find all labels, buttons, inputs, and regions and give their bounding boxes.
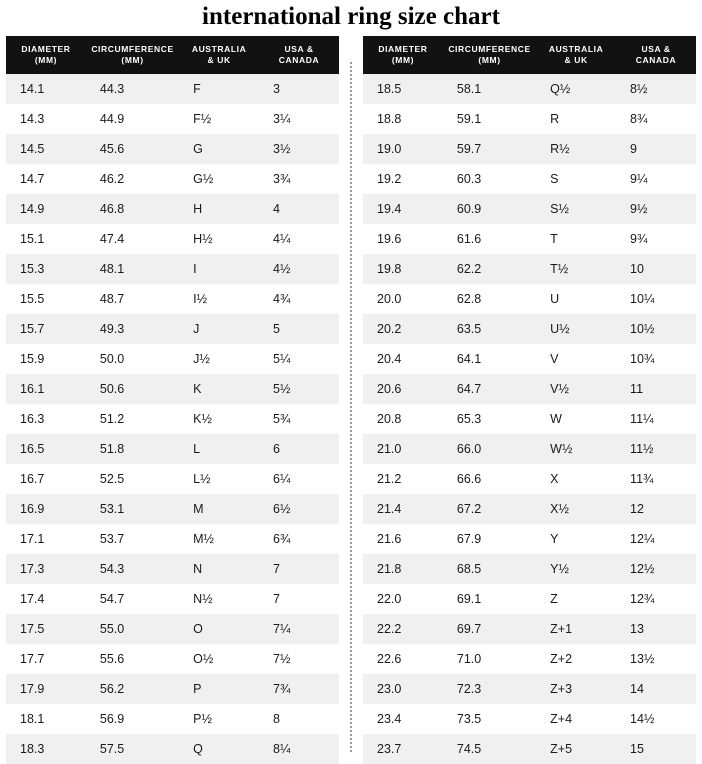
cell-diameter: 22.0	[363, 584, 443, 614]
table-row	[363, 704, 696, 734]
cell-australia-uk: Q½	[536, 74, 616, 104]
cell-usa-canada: 4¾	[259, 284, 339, 314]
cell-usa-canada: 12	[616, 494, 696, 524]
table-row	[363, 194, 696, 224]
cell-diameter: 19.0	[363, 134, 443, 164]
cell-usa-canada: 6	[259, 434, 339, 464]
cell-usa-canada: 9½	[616, 194, 696, 224]
cell-australia-uk: O	[179, 614, 259, 644]
cell-usa-canada: 8	[259, 704, 339, 734]
cell-usa-canada: 12½	[616, 554, 696, 584]
col-header-australia-line2: & UK	[564, 55, 588, 65]
cell-diameter: 23.7	[363, 734, 443, 764]
col-header-diameter-line1: DIAMETER	[378, 44, 428, 54]
table-row	[363, 644, 696, 674]
cell-diameter: 18.3	[6, 734, 86, 764]
cell-diameter: 23.0	[363, 674, 443, 704]
cell-usa-canada: 3¾	[259, 164, 339, 194]
table-row	[6, 674, 339, 704]
cell-diameter: 22.6	[363, 644, 443, 674]
cell-circumference: 63.5	[443, 314, 536, 344]
cell-diameter: 17.5	[6, 614, 86, 644]
col-header-usa-line2: CANADA	[278, 55, 320, 65]
table-row	[6, 104, 339, 134]
cell-circumference: 74.5	[443, 734, 536, 764]
cell-circumference: 67.9	[443, 524, 536, 554]
cell-circumference: 69.7	[443, 614, 536, 644]
col-header-australia-uk	[179, 36, 259, 74]
cell-circumference: 53.1	[86, 494, 179, 524]
cell-circumference: 50.6	[86, 374, 179, 404]
cell-australia-uk: G	[179, 134, 259, 164]
cell-australia-uk: H	[179, 194, 259, 224]
cell-diameter: 20.4	[363, 344, 443, 374]
cell-diameter: 17.1	[6, 524, 86, 554]
header-row	[363, 36, 696, 74]
cell-australia-uk: L	[179, 434, 259, 464]
table-row	[363, 374, 696, 404]
cell-usa-canada: 14	[616, 674, 696, 704]
cell-circumference: 54.7	[86, 584, 179, 614]
cell-australia-uk: X½	[536, 494, 616, 524]
divider-line	[350, 62, 352, 752]
cell-diameter: 17.3	[6, 554, 86, 584]
cell-diameter: 16.9	[6, 494, 86, 524]
cell-diameter: 16.5	[6, 434, 86, 464]
cell-australia-uk: F½	[179, 104, 259, 134]
cell-diameter: 20.0	[363, 284, 443, 314]
cell-australia-uk: H½	[179, 224, 259, 254]
cell-diameter: 16.3	[6, 404, 86, 434]
cell-circumference: 62.2	[443, 254, 536, 284]
cell-usa-canada: 10½	[616, 314, 696, 344]
cell-circumference: 49.3	[86, 314, 179, 344]
cell-usa-canada: 11	[616, 374, 696, 404]
cell-diameter: 17.4	[6, 584, 86, 614]
cell-usa-canada: 4½	[259, 254, 339, 284]
col-header-circumference-line1: CIRCUMFERENCE	[91, 44, 174, 54]
cell-australia-uk: X	[536, 464, 616, 494]
right-table-wrapper	[363, 36, 696, 764]
cell-usa-canada: 3½	[259, 134, 339, 164]
cell-circumference: 59.1	[443, 104, 536, 134]
table-row	[363, 734, 696, 764]
table-row	[6, 524, 339, 554]
header-row	[6, 36, 339, 74]
table-row	[6, 434, 339, 464]
cell-usa-canada: 7¼	[259, 614, 339, 644]
cell-australia-uk: U½	[536, 314, 616, 344]
table-row	[363, 614, 696, 644]
table-row	[363, 464, 696, 494]
cell-circumference: 60.3	[443, 164, 536, 194]
cell-australia-uk: T½	[536, 254, 616, 284]
cell-australia-uk: N	[179, 554, 259, 584]
table-row	[363, 164, 696, 194]
cell-diameter: 15.5	[6, 284, 86, 314]
cell-circumference: 50.0	[86, 344, 179, 374]
cell-diameter: 20.6	[363, 374, 443, 404]
table-row	[363, 104, 696, 134]
cell-circumference: 62.8	[443, 284, 536, 314]
cell-usa-canada: 11¾	[616, 464, 696, 494]
table-row	[6, 344, 339, 374]
cell-diameter: 19.2	[363, 164, 443, 194]
col-header-diameter-line2: (MM)	[391, 55, 415, 65]
col-header-circumference-line2: (MM)	[121, 55, 144, 65]
cell-australia-uk: M½	[179, 524, 259, 554]
cell-diameter: 22.2	[363, 614, 443, 644]
cell-diameter: 19.8	[363, 254, 443, 284]
cell-circumference: 66.0	[443, 434, 536, 464]
cell-diameter: 15.3	[6, 254, 86, 284]
cell-australia-uk: J½	[179, 344, 259, 374]
cell-diameter: 14.3	[6, 104, 86, 134]
right-table-body	[363, 74, 696, 764]
col-header-circumference-line2: (MM)	[478, 55, 501, 65]
cell-diameter: 16.1	[6, 374, 86, 404]
cell-diameter: 21.6	[363, 524, 443, 554]
cell-diameter: 21.4	[363, 494, 443, 524]
cell-circumference: 51.2	[86, 404, 179, 434]
cell-australia-uk: W	[536, 404, 616, 434]
cell-usa-canada: 11½	[616, 434, 696, 464]
table-row	[363, 494, 696, 524]
cell-circumference: 46.2	[86, 164, 179, 194]
cell-usa-canada: 7	[259, 584, 339, 614]
col-header-usa-line1: USA &	[641, 44, 671, 54]
cell-circumference: 54.3	[86, 554, 179, 584]
table-row	[363, 284, 696, 314]
cell-australia-uk: Z+3	[536, 674, 616, 704]
right-size-table	[363, 36, 696, 764]
vertical-dotted-divider	[345, 36, 357, 764]
cell-usa-canada: 7	[259, 554, 339, 584]
cell-australia-uk: O½	[179, 644, 259, 674]
cell-usa-canada: 5½	[259, 374, 339, 404]
cell-australia-uk: Z	[536, 584, 616, 614]
cell-usa-canada: 5	[259, 314, 339, 344]
cell-circumference: 53.7	[86, 524, 179, 554]
cell-circumference: 64.1	[443, 344, 536, 374]
cell-australia-uk: K½	[179, 404, 259, 434]
col-header-diameter	[363, 36, 443, 74]
table-row	[6, 584, 339, 614]
cell-australia-uk: V	[536, 344, 616, 374]
cell-circumference: 44.3	[86, 74, 179, 104]
cell-usa-canada: 10	[616, 254, 696, 284]
cell-diameter: 18.8	[363, 104, 443, 134]
table-row	[6, 704, 339, 734]
cell-usa-canada: 8½	[616, 74, 696, 104]
cell-australia-uk: S½	[536, 194, 616, 224]
cell-usa-canada: 8¾	[616, 104, 696, 134]
cell-usa-canada: 6½	[259, 494, 339, 524]
cell-usa-canada: 4¼	[259, 224, 339, 254]
cell-usa-canada: 12¾	[616, 584, 696, 614]
cell-usa-canada: 9	[616, 134, 696, 164]
cell-circumference: 61.6	[443, 224, 536, 254]
col-header-circumference	[86, 36, 179, 74]
cell-usa-canada: 11¼	[616, 404, 696, 434]
cell-usa-canada: 4	[259, 194, 339, 224]
table-row	[363, 134, 696, 164]
left-size-table	[6, 36, 339, 764]
chart-tables	[0, 36, 702, 764]
table-row	[6, 404, 339, 434]
cell-diameter: 14.7	[6, 164, 86, 194]
table-row	[6, 494, 339, 524]
cell-usa-canada: 7½	[259, 644, 339, 674]
table-row	[6, 554, 339, 584]
cell-usa-canada: 9¾	[616, 224, 696, 254]
table-row	[363, 434, 696, 464]
cell-diameter: 15.7	[6, 314, 86, 344]
cell-usa-canada: 6¼	[259, 464, 339, 494]
cell-australia-uk: Y	[536, 524, 616, 554]
cell-circumference: 56.9	[86, 704, 179, 734]
cell-usa-canada: 3	[259, 74, 339, 104]
cell-usa-canada: 5¼	[259, 344, 339, 374]
table-row	[6, 224, 339, 254]
cell-diameter: 14.1	[6, 74, 86, 104]
cell-diameter: 23.4	[363, 704, 443, 734]
cell-usa-canada: 14½	[616, 704, 696, 734]
cell-circumference: 52.5	[86, 464, 179, 494]
left-table-body	[6, 74, 339, 764]
cell-diameter: 17.9	[6, 674, 86, 704]
table-row	[6, 74, 339, 104]
table-row	[6, 614, 339, 644]
cell-circumference: 58.1	[443, 74, 536, 104]
cell-circumference: 57.5	[86, 734, 179, 764]
table-row	[363, 254, 696, 284]
col-header-usa-canada	[259, 36, 339, 74]
cell-circumference: 73.5	[443, 704, 536, 734]
cell-circumference: 55.6	[86, 644, 179, 674]
cell-usa-canada: 15	[616, 734, 696, 764]
cell-australia-uk: N½	[179, 584, 259, 614]
cell-australia-uk: T	[536, 224, 616, 254]
cell-circumference: 55.0	[86, 614, 179, 644]
cell-australia-uk: L½	[179, 464, 259, 494]
cell-australia-uk: M	[179, 494, 259, 524]
cell-circumference: 66.6	[443, 464, 536, 494]
table-row	[6, 734, 339, 764]
table-row	[6, 284, 339, 314]
col-header-usa-line1: USA &	[284, 44, 314, 54]
cell-circumference: 60.9	[443, 194, 536, 224]
cell-usa-canada: 13½	[616, 644, 696, 674]
cell-usa-canada: 5¾	[259, 404, 339, 434]
cell-circumference: 47.4	[86, 224, 179, 254]
table-row	[6, 164, 339, 194]
table-row	[6, 134, 339, 164]
cell-circumference: 48.7	[86, 284, 179, 314]
col-header-australia-line1: AUSTRALIA	[548, 44, 604, 54]
table-row	[6, 314, 339, 344]
col-header-circumference	[443, 36, 536, 74]
table-row	[6, 374, 339, 404]
cell-usa-canada: 13	[616, 614, 696, 644]
cell-circumference: 72.3	[443, 674, 536, 704]
cell-australia-uk: P½	[179, 704, 259, 734]
cell-circumference: 45.6	[86, 134, 179, 164]
table-row	[363, 674, 696, 704]
table-row	[363, 554, 696, 584]
cell-australia-uk: Y½	[536, 554, 616, 584]
cell-australia-uk: P	[179, 674, 259, 704]
cell-diameter: 15.9	[6, 344, 86, 374]
cell-australia-uk: Z+2	[536, 644, 616, 674]
col-header-diameter	[6, 36, 86, 74]
table-row	[6, 644, 339, 674]
cell-circumference: 68.5	[443, 554, 536, 584]
table-row	[363, 584, 696, 614]
cell-circumference: 71.0	[443, 644, 536, 674]
cell-diameter: 15.1	[6, 224, 86, 254]
cell-diameter: 20.8	[363, 404, 443, 434]
cell-diameter: 14.5	[6, 134, 86, 164]
cell-circumference: 48.1	[86, 254, 179, 284]
cell-australia-uk: V½	[536, 374, 616, 404]
cell-diameter: 18.5	[363, 74, 443, 104]
cell-diameter: 20.2	[363, 314, 443, 344]
cell-circumference: 46.8	[86, 194, 179, 224]
table-row	[363, 524, 696, 554]
table-row	[6, 464, 339, 494]
cell-australia-uk: I	[179, 254, 259, 284]
cell-circumference: 69.1	[443, 584, 536, 614]
cell-australia-uk: W½	[536, 434, 616, 464]
cell-diameter: 17.7	[6, 644, 86, 674]
cell-usa-canada: 6¾	[259, 524, 339, 554]
cell-australia-uk: R½	[536, 134, 616, 164]
table-row	[6, 254, 339, 284]
cell-usa-canada: 9¼	[616, 164, 696, 194]
cell-circumference: 59.7	[443, 134, 536, 164]
cell-diameter: 14.9	[6, 194, 86, 224]
cell-australia-uk: Z+5	[536, 734, 616, 764]
cell-diameter: 19.4	[363, 194, 443, 224]
col-header-circumference-line1: CIRCUMFERENCE	[448, 44, 531, 54]
cell-australia-uk: R	[536, 104, 616, 134]
col-header-diameter-line2: (MM)	[34, 55, 58, 65]
cell-diameter: 21.2	[363, 464, 443, 494]
table-row	[363, 74, 696, 104]
cell-australia-uk: F	[179, 74, 259, 104]
cell-circumference: 51.8	[86, 434, 179, 464]
cell-diameter: 19.6	[363, 224, 443, 254]
right-table-header	[363, 36, 696, 74]
cell-diameter: 21.8	[363, 554, 443, 584]
left-table-header	[6, 36, 339, 74]
cell-usa-canada: 8¼	[259, 734, 339, 764]
cell-australia-uk: S	[536, 164, 616, 194]
cell-australia-uk: G½	[179, 164, 259, 194]
cell-circumference: 65.3	[443, 404, 536, 434]
table-row	[6, 194, 339, 224]
cell-australia-uk: Z+4	[536, 704, 616, 734]
left-table-wrapper	[6, 36, 339, 764]
table-row	[363, 314, 696, 344]
col-header-diameter-line1: DIAMETER	[21, 44, 71, 54]
page-title: international ring size chart	[202, 3, 500, 30]
cell-circumference: 44.9	[86, 104, 179, 134]
col-header-australia-line1: AUSTRALIA	[191, 44, 247, 54]
cell-australia-uk: J	[179, 314, 259, 344]
cell-usa-canada: 12¼	[616, 524, 696, 554]
table-row	[363, 404, 696, 434]
cell-australia-uk: I½	[179, 284, 259, 314]
cell-diameter: 18.1	[6, 704, 86, 734]
col-header-australia-line2: & UK	[207, 55, 231, 65]
cell-circumference: 64.7	[443, 374, 536, 404]
cell-usa-canada: 7¾	[259, 674, 339, 704]
cell-circumference: 67.2	[443, 494, 536, 524]
cell-australia-uk: U	[536, 284, 616, 314]
cell-australia-uk: Z+1	[536, 614, 616, 644]
col-header-australia-uk	[536, 36, 616, 74]
col-header-usa-canada	[616, 36, 696, 74]
cell-usa-canada: 3¼	[259, 104, 339, 134]
cell-australia-uk: K	[179, 374, 259, 404]
cell-diameter: 21.0	[363, 434, 443, 464]
table-row	[363, 224, 696, 254]
table-row	[363, 344, 696, 374]
cell-circumference: 56.2	[86, 674, 179, 704]
cell-usa-canada: 10¼	[616, 284, 696, 314]
cell-usa-canada: 10¾	[616, 344, 696, 374]
cell-australia-uk: Q	[179, 734, 259, 764]
col-header-usa-line2: CANADA	[635, 55, 677, 65]
cell-diameter: 16.7	[6, 464, 86, 494]
